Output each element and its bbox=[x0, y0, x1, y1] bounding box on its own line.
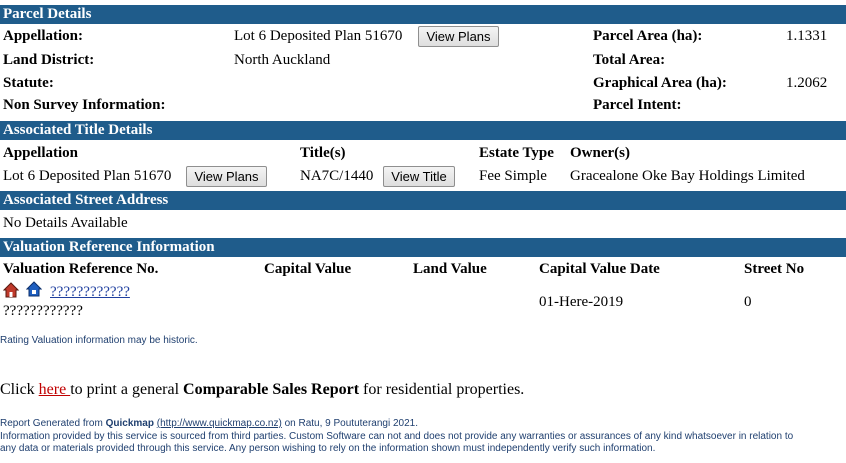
gen-prefix: Report Generated from bbox=[0, 418, 106, 429]
title-col-appellation: Appellation bbox=[3, 145, 79, 161]
print-suffix: for residential properties. bbox=[359, 381, 525, 398]
gen-suffix: on Ratu, 9 Poututerangi 2021. bbox=[281, 418, 419, 429]
house-icon[interactable] bbox=[3, 282, 19, 298]
here-link[interactable]: here bbox=[38, 381, 71, 398]
click-prefix: Click bbox=[0, 381, 39, 398]
street-no-value: 0 bbox=[744, 294, 752, 310]
valuation-col-ref: Valuation Reference No. bbox=[3, 261, 159, 277]
valuation-ref-sub: ???????????? bbox=[3, 303, 83, 319]
title-col-titles: Title(s) bbox=[300, 145, 346, 161]
appellation-value: Lot 6 Deposited Plan 51670 bbox=[234, 28, 403, 44]
house-blue-icon[interactable] bbox=[26, 281, 42, 297]
valuation-col-date: Capital Value Date bbox=[539, 261, 660, 277]
parcel-details-header: Parcel Details bbox=[0, 5, 846, 24]
parcel-area-label: Parcel Area (ha): bbox=[593, 28, 703, 44]
land-district-value: North Auckland bbox=[234, 52, 331, 68]
report-generated-line bbox=[0, 418, 418, 429]
title-col-owners: Owner(s) bbox=[570, 145, 630, 161]
parcel-intent-label: Parcel Intent: bbox=[593, 97, 682, 113]
view-plans-button[interactable]: View Plans bbox=[418, 26, 499, 47]
street-address-value: No Details Available bbox=[3, 215, 128, 231]
valuation-col-street: Street No bbox=[744, 261, 805, 277]
quickmap-brand: Quickmap bbox=[105, 418, 154, 429]
valuation-col-land: Land Value bbox=[413, 261, 487, 277]
street-address-header: Associated Street Address bbox=[0, 191, 846, 210]
view-title-button[interactable]: View Title bbox=[383, 166, 455, 187]
valuation-col-capital: Capital Value bbox=[264, 261, 352, 277]
disclaimer-line-2: any data or materials provided through this service. Any person wishing to rely on the information shown must independently verify such information. bbox=[0, 443, 656, 454]
land-district-label: Land District: bbox=[3, 52, 95, 68]
valuation-note: Rating Valuation information may be historic. bbox=[0, 335, 198, 346]
valuation-header: Valuation Reference Information bbox=[0, 238, 846, 257]
title-number-value: NA7C/1440 bbox=[300, 168, 374, 184]
title-view-plans-button[interactable]: View Plans bbox=[186, 166, 267, 187]
print-mid: to print a general bbox=[70, 381, 184, 398]
capital-value-date: 01-Here-2019 bbox=[539, 294, 624, 310]
graphical-area-label: Graphical Area (ha): bbox=[593, 75, 727, 91]
comparable-sales-report: Comparable Sales Report bbox=[183, 381, 360, 398]
appellation-label: Appellation: bbox=[3, 28, 84, 44]
title-col-estate: Estate Type bbox=[479, 145, 554, 161]
quickmap-url-link[interactable]: (http://www.quickmap.co.nz) bbox=[156, 418, 282, 429]
parcel-area-value: 1.1331 bbox=[786, 28, 828, 44]
owner-value: Gracealone Oke Bay Holdings Limited bbox=[570, 168, 805, 184]
title-details-header: Associated Title Details bbox=[0, 121, 846, 140]
disclaimer-line-1: Information provided by this service is sourced from third parties. Custom Software can not and does not provide any warranties or assurances of any kind whatsoever in relation to bbox=[0, 431, 794, 442]
non-survey-label: Non Survey Information: bbox=[3, 97, 166, 113]
statute-label: Statute: bbox=[3, 75, 54, 91]
estate-type-value: Fee Simple bbox=[479, 168, 547, 184]
total-area-label: Total Area: bbox=[593, 52, 666, 68]
title-appellation-value: Lot 6 Deposited Plan 51670 bbox=[3, 168, 172, 184]
comparable-sales-line bbox=[0, 381, 524, 399]
valuation-ref-link[interactable]: ???????????? bbox=[50, 284, 130, 300]
graphical-area-value: 1.2062 bbox=[786, 75, 828, 91]
